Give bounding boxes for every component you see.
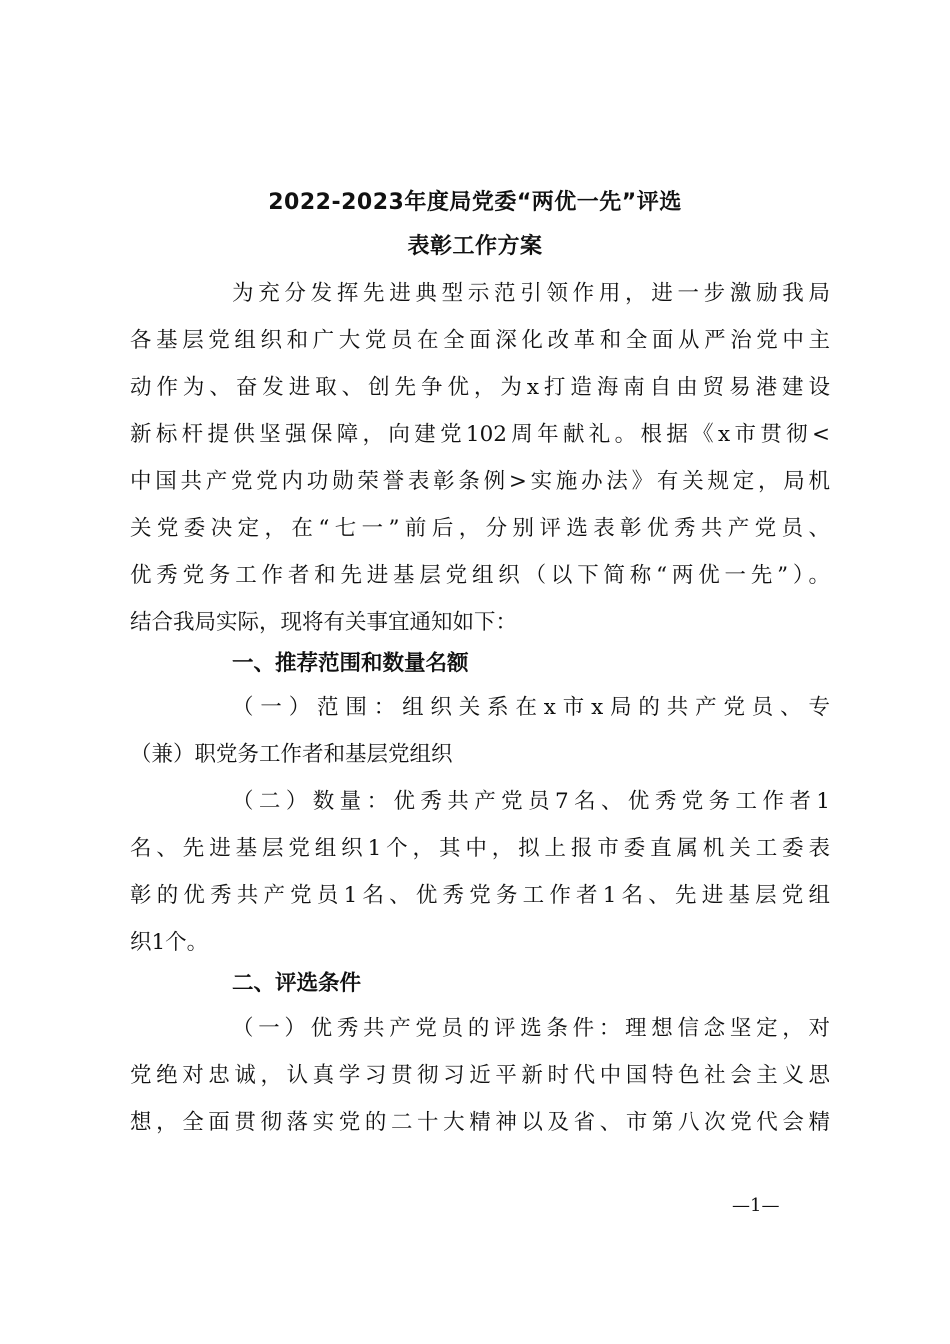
intro-line: 结合我局实际，现将有关事宜通知如下：	[130, 610, 518, 635]
section1-item1-line: （一）范围：组织关系在x市x局的共产党员、专	[232, 695, 830, 720]
page-number: —1—	[732, 1195, 780, 1216]
section1-item2-line: 织1个。	[130, 930, 209, 955]
document-title-line-2: 表彰工作方案	[407, 234, 543, 259]
section2-item1-line: 想，全面贯彻落实党的二十大精神以及省、市第八次党代会精	[130, 1110, 830, 1135]
section1-item1-line: （兼）职党务工作者和基层党组织	[130, 742, 453, 767]
section1-item2-line: 彰的优秀共产党员1名、优秀党务工作者1名、先进基层党组	[130, 883, 830, 908]
section1-item2-line: 名、先进基层党组织1个，其中，拟上报市委直属机关工委表	[130, 836, 830, 861]
intro-line: 中国共产党党内功勋荣誉表彰条例>实施办法》有关规定，局机	[130, 469, 830, 494]
intro-line: 为充分发挥先进典型示范引领作用，进一步激励我局	[232, 281, 830, 306]
intro-line: 关党委决定，在“七一”前后，分别评选表彰优秀共产党员、	[130, 516, 830, 541]
section1-item2-line: （二）数量：优秀共产党员7名、优秀党务工作者1	[232, 789, 830, 814]
intro-line: 新标杆提供坚强保障，向建党102周年献礼。根据《x市贯彻<	[130, 422, 830, 447]
section-heading-1: 一、推荐范围和数量名额	[232, 651, 469, 676]
intro-line: 优秀党务工作者和先进基层党组织（以下简称“两优一先”）。	[130, 563, 830, 588]
intro-line: 动作为、奋发进取、创先争优，为x打造海南自由贸易港建设	[130, 375, 830, 400]
section-heading-2: 二、评选条件	[232, 971, 362, 996]
intro-line: 各基层党组织和广大党员在全面深化改革和全面从严治党中主	[130, 328, 830, 353]
document-title-line-1: 2022-2023年度局党委“两优一先”评选	[268, 190, 682, 215]
section2-item1-line: （一）优秀共产党员的评选条件：理想信念坚定，对	[232, 1016, 830, 1041]
section2-item1-line: 党绝对忠诚，认真学习贯彻习近平新时代中国特色社会主义思	[130, 1063, 830, 1088]
